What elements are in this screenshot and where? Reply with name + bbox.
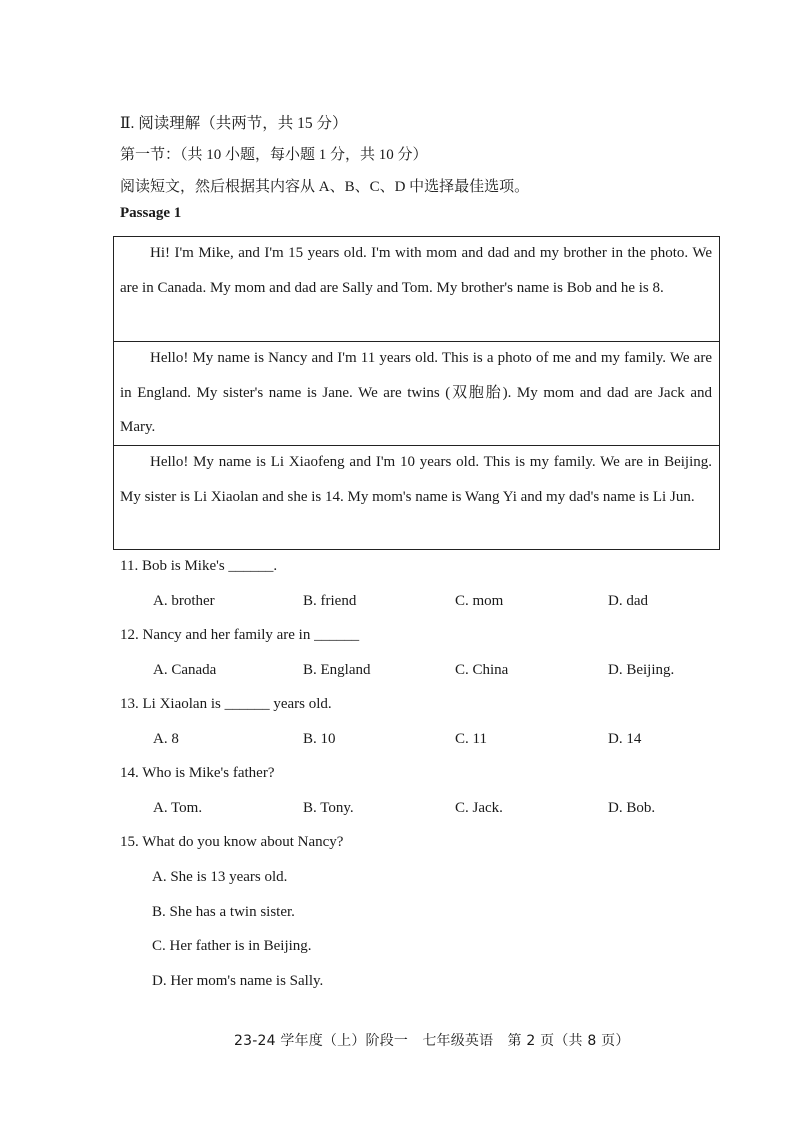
option-c: C. Her father is in Beijing.	[152, 938, 312, 954]
passage-nancy	[114, 341, 719, 445]
question-12-options	[153, 662, 713, 682]
option-c: C. Jack.	[455, 800, 503, 816]
question-11: 11. Bob is Mike's ______.	[120, 558, 278, 574]
page-footer: 23-24 学年度（上）阶段一 七年级英语 第 2 页（共 8 页）	[234, 1033, 630, 1049]
option-b: B. friend	[303, 593, 357, 609]
question-14-options	[153, 800, 713, 820]
part-title: 第一节：（共 10 小题，每小题 1 分，共 10 分）	[120, 147, 428, 163]
question-15: 15. What do you know about Nancy?	[120, 834, 344, 850]
passage-li-xiaofeng	[114, 445, 719, 549]
passage-mike	[114, 237, 719, 341]
option-c: C. mom	[455, 593, 504, 609]
passage-text: Hello! My name is Li Xiaofeng and I'm 10 years old. This is my family. We are in Beijing. My sister is Li Xiaolan and she is 14. My mom's name is Wang Yi and my dad's name is Li Jun.	[120, 454, 712, 505]
option-a: A. 8	[153, 731, 179, 747]
question-14: 14. Who is Mike's father?	[120, 765, 275, 781]
option-a: A. Canada	[153, 662, 217, 678]
option-d: D. 14	[608, 731, 642, 747]
instruction-text: 阅读短文，然后根据其内容从 A、B、C、D 中选择最佳选项。	[120, 179, 530, 195]
option-d: D. Her mom's name is Sally.	[152, 973, 324, 989]
option-d: D. Beijing.	[608, 662, 675, 678]
question-11-options	[153, 593, 713, 613]
option-c: C. 11	[455, 731, 487, 747]
section-title: Ⅱ. 阅读理解（共两节，共 15 分）	[120, 115, 348, 132]
option-a: A. brother	[153, 593, 215, 609]
passage-text: Hi! I'm Mike, and I'm 15 years old. I'm with mom and dad and my brother in the photo. We are in Canada. My mom and dad are Sally and Tom. My brother's name is Bob and he is 8.	[120, 245, 712, 296]
passage-label: Passage 1	[120, 205, 182, 221]
question-13-options	[153, 731, 713, 751]
option-a: A. Tom.	[153, 800, 203, 816]
question-13: 13. Li Xiaolan is ______ years old.	[120, 696, 332, 712]
option-b: B. England	[303, 662, 371, 678]
option-d: D. Bob.	[608, 800, 656, 816]
question-12: 12. Nancy and her family are in ______	[120, 627, 360, 643]
option-d: D. dad	[608, 593, 648, 609]
option-c: C. China	[455, 662, 509, 678]
option-b: B. She has a twin sister.	[152, 904, 295, 920]
passage-text: Hello! My name is Nancy and I'm 11 years old. This is a photo of me and my family. We are in England. My sister's name is Jane. We are twins (双胞胎). My mom and dad are Jack and Mary.	[120, 350, 712, 435]
option-b: B. Tony.	[303, 800, 354, 816]
option-b: B. 10	[303, 731, 336, 747]
passages-box	[113, 236, 720, 550]
option-a: A. She is 13 years old.	[152, 869, 288, 885]
